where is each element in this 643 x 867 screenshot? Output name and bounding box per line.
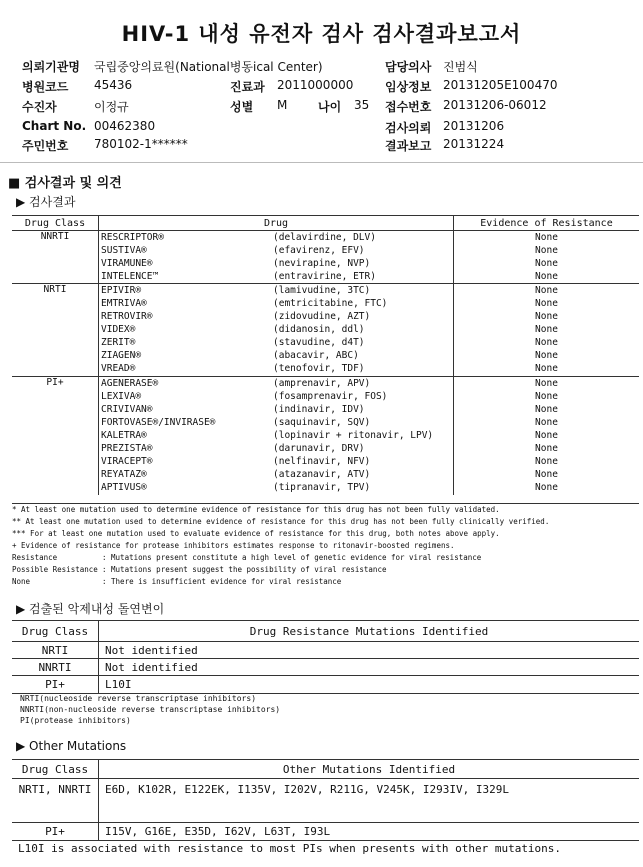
evidence-cell: None <box>535 363 558 375</box>
evidence-cell: None <box>535 350 558 362</box>
evidence-cell: None <box>535 469 558 481</box>
evidence-cell: None <box>535 390 558 402</box>
chart-value: 00462380 <box>94 119 156 133</box>
rrn-label: 주민번호 <box>22 139 69 153</box>
evidence-cell: None <box>535 270 558 282</box>
clinical-info-label: 임상정보 <box>385 80 432 94</box>
sex-value: M <box>277 98 288 112</box>
evidence-cell: None <box>454 284 640 298</box>
table-row <box>12 659 639 676</box>
evidence-cell: None <box>535 456 558 468</box>
evidence-cell: None <box>535 257 558 269</box>
report-date-value: 20131224 <box>443 137 505 151</box>
table-row <box>12 257 639 270</box>
receipt-value: 20131206-06012 <box>443 98 547 112</box>
mutations-heading: ▶ 검출된 악제내성 돌연변이 <box>16 602 165 616</box>
dept-label: 진료과 <box>230 80 265 94</box>
definition-desc: : Mutations present constitute a high level of genetic evidence for viral resistance <box>102 553 482 562</box>
dept-value: 2011000000 <box>277 78 354 92</box>
chart-label: Chart No. <box>22 119 87 133</box>
evidence-cell: None <box>535 416 558 428</box>
doctor-value: 진범식 <box>443 60 478 74</box>
evidence-cell: None <box>535 443 558 455</box>
institution-label: 의뢰기관명 <box>22 60 80 74</box>
evidence-cell: None <box>454 377 640 391</box>
drug-name-cell: RETROVIR® <box>101 311 153 323</box>
evidence-cell: None <box>535 311 558 323</box>
generic-name-cell: (amprenavir, APV) <box>271 377 454 391</box>
hospital-code-label: 병원코드 <box>22 80 69 94</box>
drug-name-cell: KALETRA® <box>101 429 147 441</box>
drug-class-cell: PI+ <box>12 377 99 495</box>
table-row <box>12 324 639 337</box>
age-value: 35 <box>354 98 370 112</box>
drug-class-cell: NNRTI <box>12 231 99 284</box>
definition-row <box>12 564 639 576</box>
table-row <box>12 270 639 284</box>
table-row <box>12 231 639 245</box>
abbreviation: NRTI(nucleoside reverse transcriptase inhibitors) <box>20 694 257 703</box>
drug-name-cell: EPIVIR® <box>99 284 272 298</box>
age-label: 나이 <box>318 100 342 114</box>
mutation-cell: Not identified <box>99 659 640 676</box>
definition-term: Possible Resistance <box>12 565 98 574</box>
table-row <box>12 244 639 257</box>
drug-name-cell: VIDEX® <box>101 324 136 336</box>
generic-name-cell: (didanosin, ddl) <box>271 324 454 337</box>
generic-name-cell: (nevirapine, NVP) <box>271 257 454 270</box>
table-row <box>12 823 639 841</box>
drug-class-cell: PI+ <box>12 676 99 694</box>
drug-name-cell: CRIVIVAN® <box>101 403 153 415</box>
report-date-label: 결과보고 <box>385 139 432 153</box>
generic-name-cell: (emtricitabine, FTC) <box>271 297 454 310</box>
generic-name-cell: (atazanavir, ATV) <box>271 469 454 482</box>
mutation-cell: L10I <box>99 676 640 694</box>
definition-desc: : Mutations present suggest the possibility of viral resistance <box>102 565 387 574</box>
drug-name-cell: INTELENCE™ <box>101 270 159 282</box>
table-row <box>12 377 639 391</box>
generic-name-cell: (darunavir, DRV) <box>271 443 454 456</box>
table-row <box>12 429 639 442</box>
drug-name-cell: VIRAMUNE® <box>101 257 153 269</box>
generic-name-cell: (saquinavir, SQV) <box>271 416 454 429</box>
definition-term: Resistance <box>12 553 58 562</box>
evidence-cell: None <box>535 324 558 336</box>
generic-name-cell: (abacavir, ABC) <box>271 350 454 363</box>
doctor-label: 담당의사 <box>385 60 432 74</box>
report-title: HIV-1 내성 유전자 검사 검사결과보고서 <box>121 22 522 46</box>
drug-name-cell: PREZISTA® <box>101 443 153 455</box>
generic-name-cell: (tenofovir, TDF) <box>271 363 454 377</box>
drug-name-cell: REYATAZ® <box>101 469 147 481</box>
generic-name-cell: (indinavir, IDV) <box>271 403 454 416</box>
abbreviation: PI(protease inhibitors) <box>20 716 131 725</box>
note: *** For at least one mutation used to evaluate evidence of resistance for this drug, both notes above apply. <box>12 529 500 538</box>
table-row <box>12 390 639 403</box>
col-drug: Drug <box>99 216 454 231</box>
request-label: 검사의뢰 <box>385 121 432 135</box>
evidence-cell: None <box>535 298 558 310</box>
drug-name-cell: RESCRIPTOR® <box>99 231 272 245</box>
drug-name-cell: FORTOVASE®/INVIRASE® <box>101 416 216 428</box>
sex-label: 성별 <box>230 100 254 114</box>
drug-class-cell: PI+ <box>12 823 99 841</box>
table-row <box>12 482 639 495</box>
generic-name-cell: (tipranavir, TPV) <box>271 482 454 495</box>
generic-name-cell: (nelfinavir, NFV) <box>271 456 454 469</box>
evidence-cell: None <box>535 337 558 349</box>
table-row <box>12 337 639 350</box>
table-row <box>12 642 639 659</box>
table-row <box>12 284 639 298</box>
generic-name-cell: (efavirenz, EFV) <box>271 244 454 257</box>
drug-name-cell: LEXIVA® <box>101 390 142 402</box>
generic-name-cell: (zidovudine, AZT) <box>271 311 454 324</box>
table-row <box>12 469 639 482</box>
drug-name-cell: VIRACEPT® <box>101 456 153 468</box>
drug-name-cell: ZERIT® <box>101 337 136 349</box>
generic-name-cell: (stavudine, d4T) <box>271 337 454 350</box>
table-row <box>12 456 639 469</box>
drug-class-cell: NRTI <box>12 284 99 377</box>
col-other-mutations: Other Mutations Identified <box>99 760 640 779</box>
drug-name-cell: VREAD® <box>101 363 136 375</box>
drug-class-cell: NRTI <box>12 642 99 659</box>
drug-name-cell: ZIAGEN® <box>101 350 142 362</box>
table-row <box>12 363 639 377</box>
generic-name-cell: (entravirine, ETR) <box>271 270 454 284</box>
patient-value: 이정규 <box>94 100 129 114</box>
receipt-label: 접수번호 <box>385 100 432 114</box>
table-row <box>12 443 639 456</box>
evidence-cell: None <box>535 482 558 494</box>
other-mutations-table <box>12 759 639 841</box>
drug-class-cell: NNRTI <box>12 659 99 676</box>
table-row <box>12 779 639 823</box>
col-drug-class: Drug Class <box>12 621 99 642</box>
clinical-info-value: 20131205E100470 <box>443 78 558 92</box>
drug-name-cell: AGENERASE® <box>99 377 272 391</box>
definition-desc: : There is insufficient evidence for viral resistance <box>102 577 342 586</box>
table-row <box>12 403 639 416</box>
request-value: 20131206 <box>443 119 505 133</box>
mutation-cell: I15V, G16E, E35D, I62V, L63T, I93L <box>99 823 640 841</box>
evidence-cell: None <box>535 429 558 441</box>
abbreviations <box>20 693 280 726</box>
definition-row <box>12 552 639 564</box>
mutation-cell: Not identified <box>99 642 640 659</box>
evidence-cell: None <box>535 403 558 415</box>
generic-name-cell: (fosamprenavir, FOS) <box>271 390 454 403</box>
mutation-cell: E6D, K102R, E122EK, I135V, I202V, R211G, V245K, I293IV, I329L <box>99 779 640 823</box>
notes-block <box>12 503 639 588</box>
mutations-table <box>12 620 639 694</box>
institution-value: 국립중앙의료원(National병동ical Center) <box>94 60 323 74</box>
table-row <box>12 311 639 324</box>
note: * At least one mutation used to determine evidence of resistance for this drug has not been fully validated. <box>12 505 500 514</box>
note: ** At least one mutation used to determine evidence of resistance for this drug has not been fully clinically verified. <box>12 517 550 526</box>
evidence-cell: None <box>535 244 558 256</box>
table-row <box>12 676 639 694</box>
col-drug-class: Drug Class <box>12 216 99 231</box>
evidence-cell: None <box>454 231 640 245</box>
drug-name-cell: SUSTIVA® <box>101 244 147 256</box>
resistance-table <box>12 215 639 495</box>
results-subheading: ▶ 검사결과 <box>16 195 76 209</box>
abbreviation: NNRTI(non-nucleoside reverse transcriptase inhibitors) <box>20 705 281 714</box>
rrn-value: 780102-1****** <box>94 137 188 151</box>
results-heading: ■ 검사결과 및 의견 <box>8 176 122 191</box>
table-row <box>12 350 639 363</box>
col-evidence: Evidence of Resistance <box>454 216 640 231</box>
hospital-code-value: 45436 <box>94 78 133 92</box>
definition-row <box>12 576 639 588</box>
definition-term: None <box>12 577 31 586</box>
footer-note: L10I is associated with resistance to most PIs when presents with other mutations. <box>18 842 562 855</box>
generic-name-cell: (lamivudine, 3TC) <box>271 284 454 298</box>
other-mutations-heading: ▶ Other Mutations <box>16 739 127 753</box>
table-row <box>12 416 639 429</box>
generic-name-cell: (lopinavir + ritonavir, LPV) <box>271 429 454 442</box>
drug-name-cell: EMTRIVA® <box>101 298 147 310</box>
divider <box>0 162 643 163</box>
col-drug-class: Drug Class <box>12 760 99 779</box>
drug-name-cell: APTIVUS® <box>101 482 147 494</box>
patient-label: 수진자 <box>22 100 57 114</box>
table-row <box>12 297 639 310</box>
drug-class-cell: NRTI, NNRTI <box>12 779 99 823</box>
col-mutations: Drug Resistance Mutations Identified <box>99 621 640 642</box>
generic-name-cell: (delavirdine, DLV) <box>271 231 454 245</box>
note: + Evidence of resistance for protease inhibitors estimates response to ritonavir-boosted regimens. <box>12 541 455 550</box>
